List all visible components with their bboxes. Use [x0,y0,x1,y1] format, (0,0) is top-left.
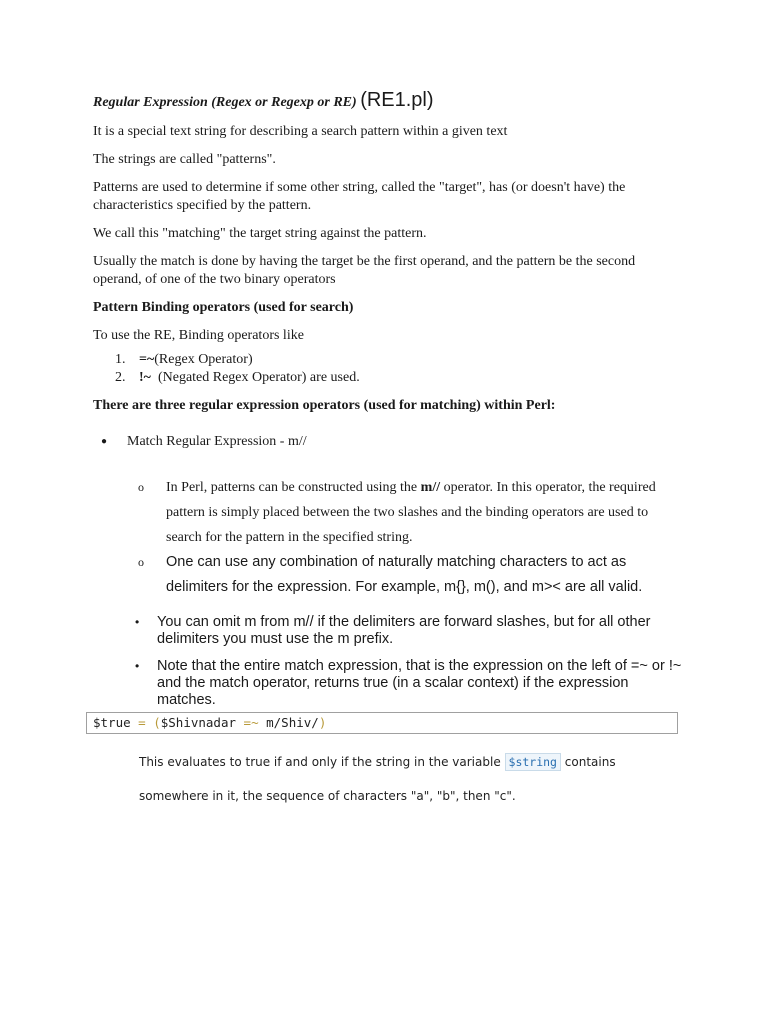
operator-negated: !~ [139,370,151,385]
binding-operator-list [93,351,683,387]
explanation [139,750,679,808]
bullet-match-operator [93,433,683,451]
explanation-line1 [139,750,679,774]
paragraph-patterns: The strings are called "patterns". [93,152,276,167]
bullet-match-text: Match Regular Expression - m// [127,434,307,449]
bullet-returns-true [135,658,683,709]
document-page [93,88,683,709]
code-eq: = [130,715,154,730]
code-paren-close: ) [318,715,327,730]
heading-regex-operators: There are three regular expression operators (used for matching) within Perl: [93,398,556,413]
heading-binding-operators: Pattern Binding operators (used for search) [93,300,354,315]
paragraph-target: Patterns are used to determine if some other string, called the "target", has (or doesn't have) the characteristics specified by the pattern. [93,180,626,213]
bullet-icon: • [135,659,140,673]
operator-negated-desc: (Negated Regex Operator) are used. [150,370,360,385]
circle-bullet-icon: o [138,555,144,569]
subitem-construct [138,475,683,550]
paragraph-definition: It is a special text string for describing a search pattern within a given text [93,124,508,139]
code-var: $true [93,715,131,730]
subitem-text-a: In Perl, patterns can be constructed using the [166,480,421,495]
list-number: 2. [115,370,126,385]
subitem-delimiters-text: One can use any combination of naturally matching characters to act as delimiters for the expression. For example, m{}, m(), and m>< are all valid. [166,554,643,595]
page-title [93,88,683,115]
list-item [93,369,683,387]
paragraph-operands: Usually the match is done by having the target be the first operand, and the pattern be the second operand, of one of the two binary operators [93,254,636,287]
subitem-construct-text [166,475,666,550]
code-target: $Shivnadar [160,715,237,730]
subitem-text-m: m// [420,480,441,495]
operator-match-desc: (Regex Operator) [154,352,253,367]
circle-bullet-icon: o [138,480,144,494]
code-paren-open: ( [153,715,161,730]
subitem-delimiters [138,550,683,600]
code-bind-op: =~ [236,715,267,730]
paragraph-binding-intro: To use the RE, Binding operators like [93,328,304,343]
bullet-icon: ● [100,436,108,447]
bullet-returns-true-text: Note that the entire match expression, that is the expression on the left of =~ or !~ and the match operator, returns true (in a scalar context) if the expression matches. [157,658,682,708]
code-block [86,712,678,734]
bullet-icon: • [135,615,140,629]
title-file: (RE1.pl) [360,89,434,111]
paragraph-matching: We call this "matching" the target string against the pattern. [93,226,427,241]
title-main: Regular Expression (Regex or Regexp or RE) [93,95,357,110]
explanation-text-b: contains [560,755,616,769]
subitem-text-c: operator. In this operator, the required pattern is simply placed between the two slashes and the binding operators are used to search for the pattern in the specified string. [166,480,656,545]
explanation-line2: somewhere in it, the sequence of characters "a", "b", then "c". [139,789,516,803]
inline-variable: $string [505,753,561,771]
explanation-text-a: This evaluates to true if and only if the string in the variable [139,755,505,769]
operator-match: =~ [139,352,155,367]
bullet-omit-m-text: You can omit m from m// if the delimiters are forward slashes, but for all other delimiters you must use the m prefix. [157,614,651,647]
list-item [93,351,683,369]
bullet-omit-m [135,614,683,648]
list-number: 1. [115,352,126,367]
code-pattern: m/Shiv/ [266,715,319,730]
